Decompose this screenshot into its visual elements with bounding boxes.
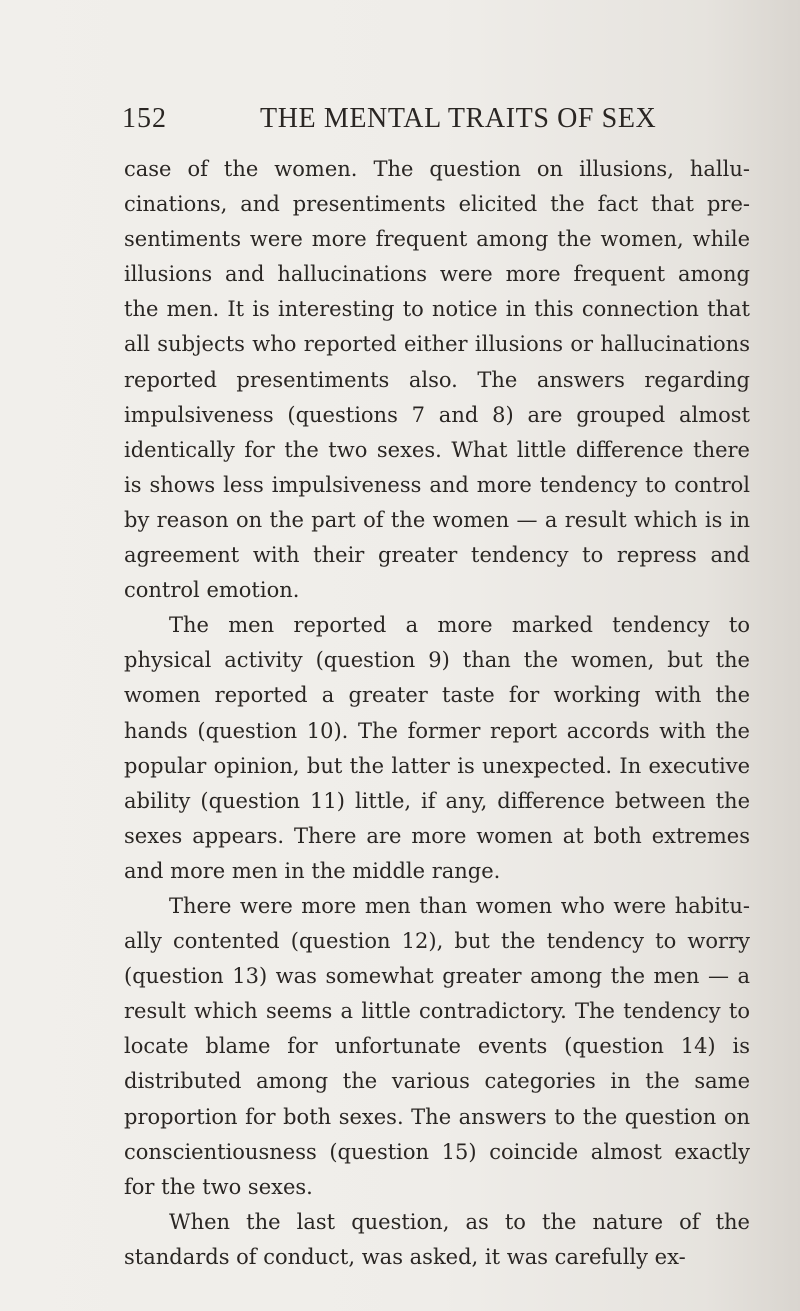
body-text <box>124 152 750 1275</box>
paragraph-contentment: There were more men than women who were habitually contented (question 12), but the tendency to worry (question 13) was somewhat greater among the men — a result which seems a little contradictory. The tendency to locate blame for unfortunate events (question 14) is distributed among the various categories in the same proportion for both sexes. The answers to the question on conscientiousness (question 15) coincide almost exactly for the two sexes. <box>124 893 750 1199</box>
page-number: 152 <box>122 103 167 134</box>
running-title: THE MENTAL TRAITS OF SEX <box>260 103 657 134</box>
paragraph-standards-of-conduct: When the last question, as to the nature of the standards of conduct, was asked, it was carefully ex- <box>124 1209 750 1269</box>
paragraph-continued: case of the women. The question on illusions, hallucinations, and presentiments elicited the fact that presentiments were more frequent among the women, while illusions and hallucinations were more frequent among the men. It is interesting to notice in this connection that all subjects who reported either illusions or hallucinations reported presentiments also. The answers regarding impulsiveness (questions 7 and 8) are grouped almost identically for the two sexes. What little difference there is shows less impulsiveness and more tendency to control by reason on the part of the women — a result which is in agreement with their greater tendency to repress and control emotion. <box>124 157 750 603</box>
running-head <box>122 103 762 139</box>
paragraph-physical-activity: The men reported a more marked tendency to physical activity (question 9) than the women, but the women reported a greater taste for working with the hands (question 10). The former report accords with the popular opinion, but the latter is unexpected. In executive ability (question 11) little, if any, difference between the sexes appears. There are more women at both extremes and more men in the middle range. <box>124 613 750 883</box>
